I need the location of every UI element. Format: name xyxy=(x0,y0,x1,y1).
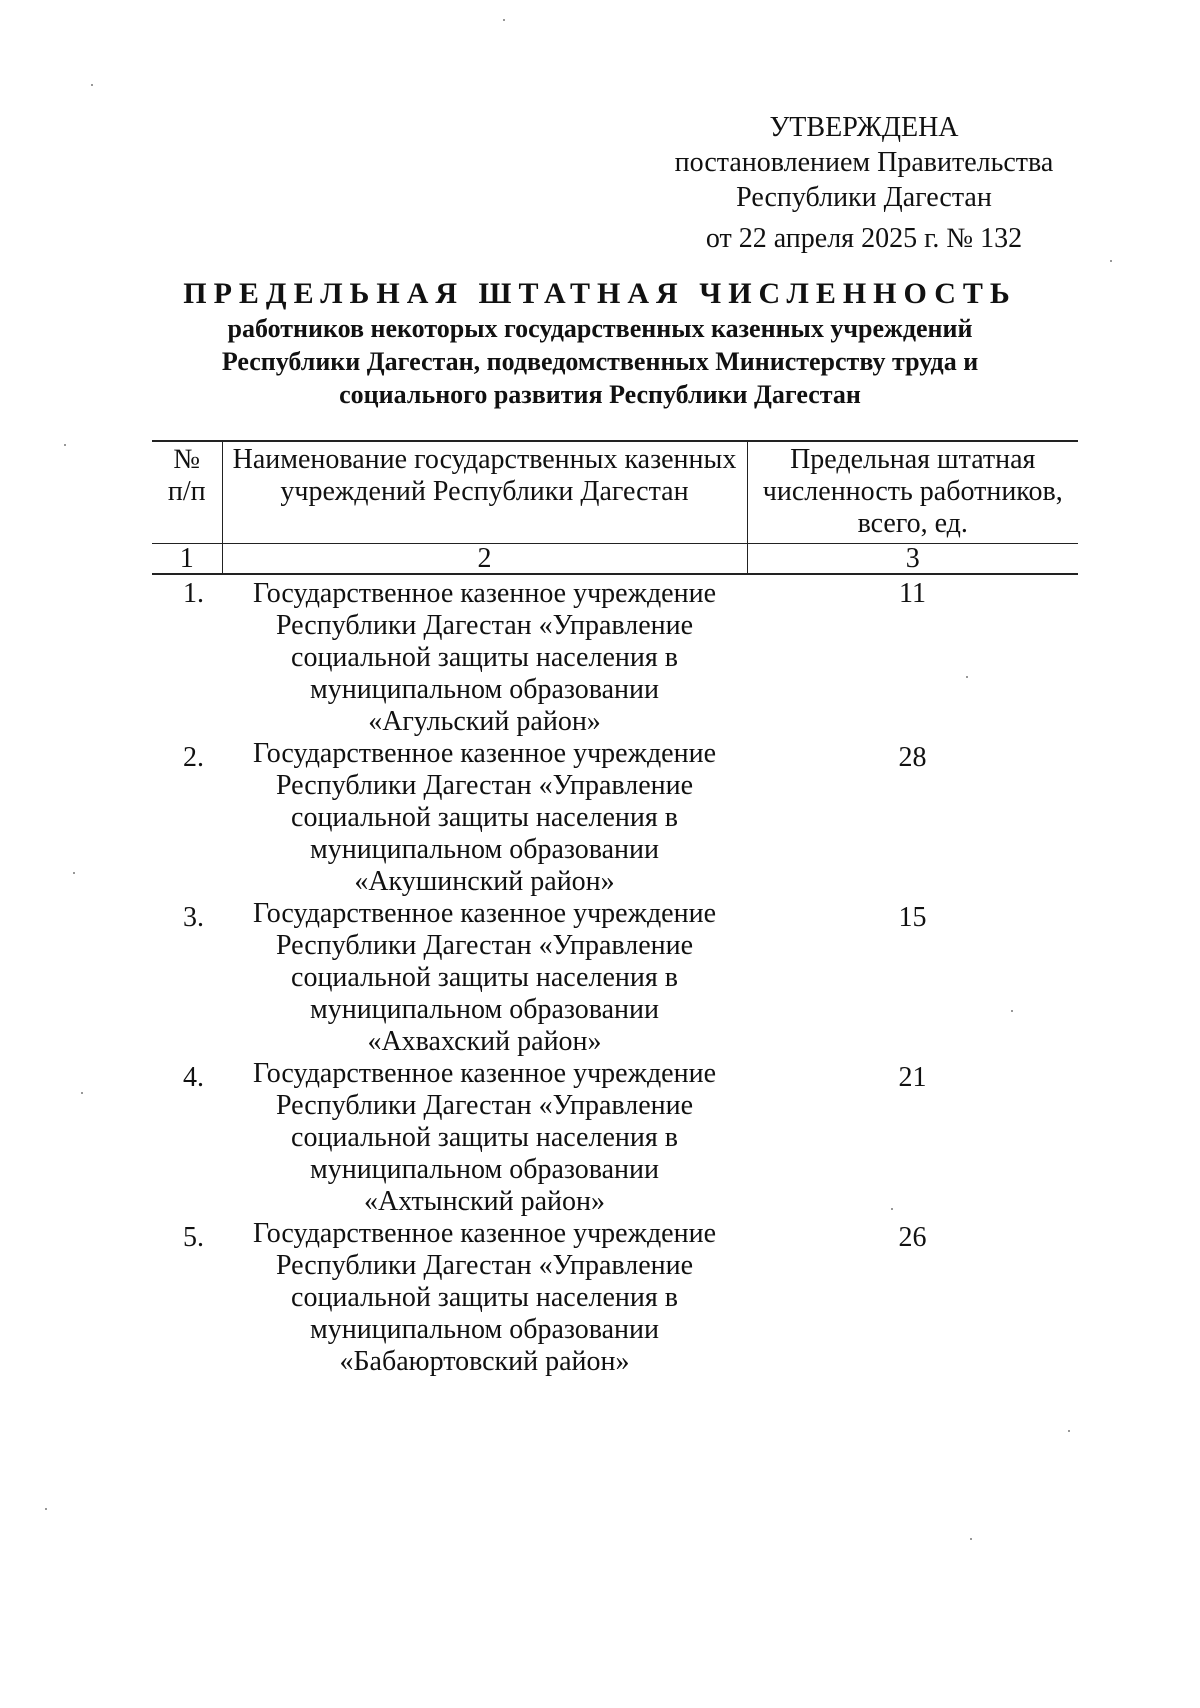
row-name-line: муниципальном образовании xyxy=(309,1154,660,1185)
title-sub-line-2: Республики Дагестан, подведомственных Министерству труда и xyxy=(221,347,979,376)
scan-speck xyxy=(1011,1010,1013,1012)
row-institution-name xyxy=(222,898,747,1058)
row-name-line: «Ахвахский район» xyxy=(367,1026,602,1057)
row-name-line: Республики Дагестан «Управление xyxy=(275,1250,694,1281)
row-name-line: Государственное казенное учреждение xyxy=(252,1058,717,1089)
scan-speck xyxy=(1110,260,1112,262)
scan-speck xyxy=(81,1092,83,1094)
row-number: 2. xyxy=(183,742,204,773)
header-count: Предельная штатная численность работников, всего, ед. xyxy=(747,441,1078,544)
row-name-line: муниципальном образовании xyxy=(309,1314,660,1345)
scan-speck xyxy=(970,1538,972,1540)
row-name-line: «Ахтынский район» xyxy=(364,1186,605,1217)
header-number xyxy=(152,441,222,544)
row-name-line: Республики Дагестан «Управление xyxy=(275,610,694,641)
row-name-line: Государственное казенное учреждение xyxy=(252,738,717,769)
table-row xyxy=(152,1218,1078,1378)
row-name-line: Государственное казенное учреждение xyxy=(252,1218,717,1249)
title-subtitle xyxy=(150,312,1050,411)
header-name: Наименование государственных казенных учреждений Республики Дагестан xyxy=(222,441,747,544)
scan-speck xyxy=(966,676,968,678)
column-number-1: 1 xyxy=(152,544,222,575)
row-name-line: Государственное казенное учреждение xyxy=(252,898,717,929)
row-name-line: Республики Дагестан «Управление xyxy=(275,1090,694,1121)
row-name-line: Государственное казенное учреждение xyxy=(252,578,717,609)
row-name-line: Республики Дагестан «Управление xyxy=(275,930,694,961)
approval-date: от 22 апреля 2025 г. № 132 xyxy=(705,223,1023,254)
row-name-line: социальной защиты населения в xyxy=(291,962,678,993)
row-number: 3. xyxy=(183,902,204,933)
row-name-line: Республики Дагестан «Управление xyxy=(275,770,694,801)
scan-speck xyxy=(73,872,75,874)
row-staff-count: 11 xyxy=(899,578,926,609)
row-staff-count: 21 xyxy=(898,1062,927,1093)
row-staff-count: 26 xyxy=(898,1222,927,1253)
staff-table xyxy=(152,440,1078,1378)
row-name-line: социальной защиты населения в xyxy=(291,1122,678,1153)
approval-stamp xyxy=(654,110,1074,256)
row-staff-count: 28 xyxy=(898,742,927,773)
row-institution-name xyxy=(222,1218,747,1378)
column-number-row xyxy=(152,544,1078,575)
scan-speck xyxy=(64,444,66,446)
table-row xyxy=(152,738,1078,898)
approval-heading: УТВЕРЖДЕНА xyxy=(769,112,959,143)
row-institution-name xyxy=(222,738,747,898)
title-sub-line-3: социального развития Республики Дагестан xyxy=(339,380,861,409)
row-name-line: «Бабаюртовский район» xyxy=(339,1346,630,1377)
row-institution-name xyxy=(222,574,747,738)
row-name-line: муниципальном образовании xyxy=(309,674,660,705)
table-row xyxy=(152,1058,1078,1218)
row-name-line: «Акушинский район» xyxy=(354,866,615,897)
approval-line-1: постановлением Правительства xyxy=(674,147,1054,178)
row-institution-name xyxy=(222,1058,747,1218)
row-name-line: социальной защиты населения в xyxy=(291,642,678,673)
scan-speck xyxy=(891,1208,893,1210)
table-row xyxy=(152,574,1078,738)
scan-speck xyxy=(91,84,93,86)
row-number: 1. xyxy=(183,578,204,609)
document-title xyxy=(150,276,1050,411)
table-header-row xyxy=(152,441,1078,544)
title-sub-line-1: работников некоторых государственных казенных учреждений xyxy=(227,314,973,343)
row-number: 4. xyxy=(183,1062,204,1093)
header-number-line-2: п/п xyxy=(167,476,206,507)
scan-speck xyxy=(1068,1430,1070,1432)
scan-speck xyxy=(45,1508,47,1510)
table-row xyxy=(152,898,1078,1058)
column-number-3: 3 xyxy=(747,544,1078,575)
approval-line-2: Республики Дагестан xyxy=(736,182,992,213)
row-name-line: «Агульский район» xyxy=(368,706,601,737)
row-name-line: социальной защиты населения в xyxy=(291,1282,678,1313)
row-name-line: социальной защиты населения в xyxy=(291,802,678,833)
header-number-line-1: № xyxy=(173,444,201,475)
column-number-2: 2 xyxy=(222,544,747,575)
scan-speck xyxy=(503,19,505,21)
row-name-line: муниципальном образовании xyxy=(309,834,660,865)
row-staff-count: 15 xyxy=(898,902,927,933)
row-number: 5. xyxy=(183,1222,204,1253)
row-name-line: муниципальном образовании xyxy=(309,994,660,1025)
title-main: ПРЕДЕЛЬНАЯ ШТАТНАЯ ЧИСЛЕННОСТЬ xyxy=(183,277,1017,310)
